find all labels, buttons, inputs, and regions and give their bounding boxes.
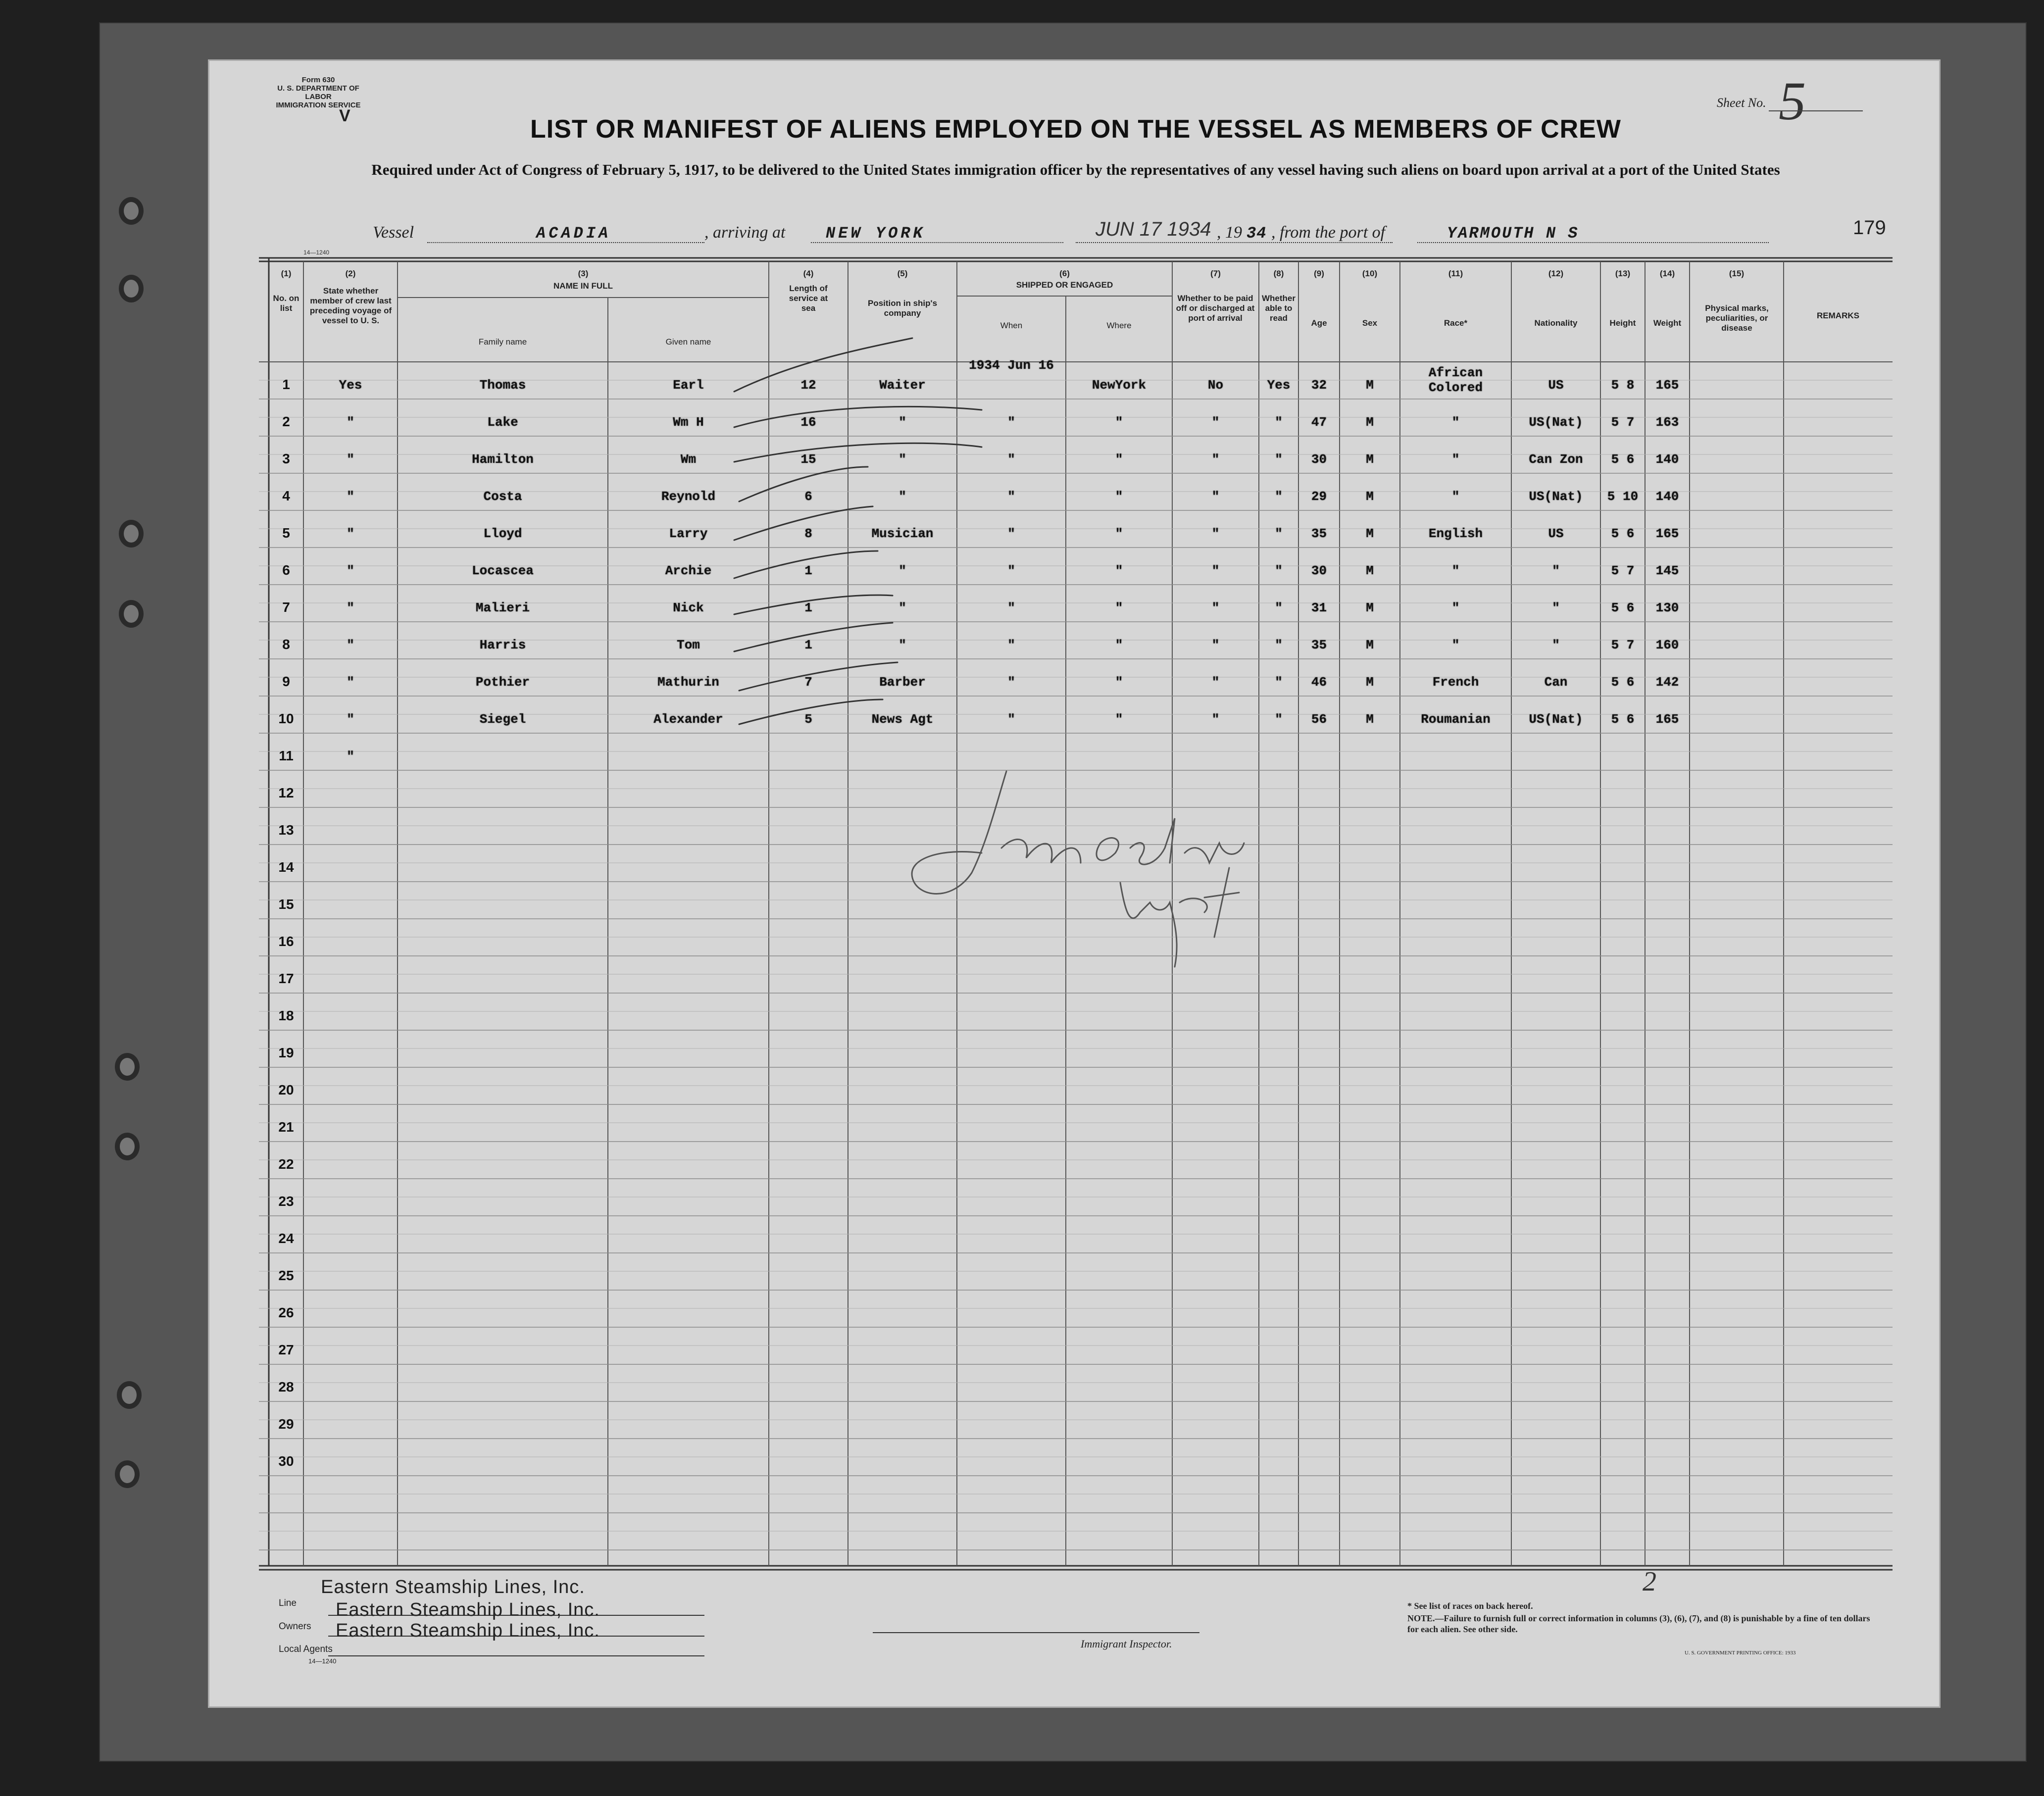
- cell-paid-off: ": [1211, 600, 1220, 615]
- cell-when: ": [1007, 675, 1015, 690]
- vessel-value: ACADIA: [536, 224, 611, 243]
- cell-service: 1: [804, 638, 812, 652]
- row-number: 25: [278, 1268, 294, 1283]
- col-header-previous-voyage: State whether member of crew last preceding voyage of vessel to U. S.: [309, 286, 392, 325]
- cell-weight: 140: [1655, 489, 1679, 504]
- cell-family-name: Lloyd: [483, 526, 522, 541]
- cell-sex: M: [1366, 378, 1374, 393]
- cell-where: ": [1115, 452, 1123, 467]
- cell-able-to-read: ": [1275, 712, 1283, 727]
- cell-when: ": [1007, 638, 1015, 652]
- col-num-9: (9): [1314, 269, 1324, 278]
- row-number: 22: [278, 1156, 294, 1172]
- page-stamp-number: 179: [1853, 217, 1886, 239]
- cell-when: ": [1007, 712, 1015, 727]
- from-port-value: YARMOUTH N S: [1447, 224, 1579, 243]
- printer-imprint: U. S. GOVERNMENT PRINTING OFFICE: 1933: [1685, 1650, 1796, 1656]
- cell-when: ": [1007, 526, 1015, 541]
- col-sub-where: Where: [1106, 321, 1132, 330]
- cell-nationality: Can: [1544, 675, 1568, 690]
- cell-height: 5 6: [1611, 452, 1635, 467]
- cell-height: 5 6: [1611, 600, 1635, 615]
- cell-when: 1934 Jun 16: [969, 358, 1054, 373]
- cell-able-to-read: Yes: [1267, 378, 1291, 393]
- row-number: 7: [282, 599, 290, 615]
- row-number: 19: [278, 1045, 294, 1060]
- col-header-shipped-engaged: SHIPPED OR ENGAGED: [1016, 280, 1113, 290]
- cell-weight: 145: [1655, 563, 1679, 578]
- cell-service: 8: [804, 526, 812, 541]
- cell-paid-off: ": [1211, 638, 1220, 652]
- cell-position: ": [898, 638, 906, 652]
- col-header-paid-off: Whether to be paid off or discharged at port of arrival: [1176, 294, 1255, 323]
- cell-height: 5 6: [1611, 675, 1635, 690]
- col-num-6: (6): [1059, 269, 1070, 278]
- cell-when: ": [1007, 563, 1015, 578]
- cell-paid-off: ": [1211, 712, 1220, 727]
- cell-age: 31: [1311, 600, 1327, 615]
- row-number: 14: [278, 859, 294, 875]
- company-line: Eastern Steamship Lines, Inc.: [321, 1577, 585, 1597]
- cell-race: Roumanian: [1421, 712, 1491, 727]
- cell-previous-voyage: ": [347, 489, 354, 504]
- cell-able-to-read: ": [1275, 526, 1283, 541]
- sheet-number-label: Sheet No.: [1717, 96, 1766, 110]
- cell-family-name: Locascea: [472, 563, 534, 578]
- row-number: 17: [278, 971, 294, 986]
- cell-age: 30: [1311, 452, 1327, 467]
- col-header-race: Race*: [1444, 318, 1468, 328]
- cell-able-to-read: ": [1275, 638, 1283, 652]
- row-number: 8: [282, 637, 290, 652]
- cell-age: 35: [1311, 526, 1327, 541]
- cell-weight: 165: [1655, 526, 1679, 541]
- cell-given-name: Archie: [665, 563, 712, 578]
- row-number: 29: [278, 1416, 294, 1432]
- manifest-sheet: [208, 59, 1941, 1708]
- note-races: * See list of races on back hereof.: [1407, 1601, 1533, 1611]
- cell-race: African Colored: [1428, 365, 1483, 395]
- cell-when: ": [1007, 600, 1015, 615]
- cell-given-name: Reynold: [661, 489, 716, 504]
- arriving-value: NEW YORK: [826, 224, 926, 243]
- cell-previous-voyage: ": [347, 675, 354, 690]
- cell-nationality: ": [1552, 563, 1560, 578]
- local-agents-label: Local Agents: [279, 1644, 333, 1654]
- row-number: 5: [282, 525, 290, 541]
- page-subtitle: Required under Act of Congress of February 5, 1917, to be delivered to the United States immigration officer by the representatives of any vessel having such aliens on board upon arrival at a port of the United States: [371, 161, 1780, 178]
- cell-given-name: Alexander: [653, 712, 723, 727]
- row-number: 15: [278, 897, 294, 912]
- row-number: 27: [278, 1342, 294, 1357]
- cell-nationality: ": [1552, 638, 1560, 652]
- sheet-number-value: 5: [1779, 71, 1806, 131]
- row-number: 23: [278, 1194, 294, 1209]
- year-value: 34: [1246, 224, 1267, 243]
- cell-race: ": [1451, 600, 1460, 615]
- cell-height: 5 6: [1611, 526, 1635, 541]
- cell-paid-off: ": [1211, 489, 1220, 504]
- col-header-sex: Sex: [1362, 318, 1378, 328]
- cell-paid-off: ": [1211, 526, 1220, 541]
- col-header-position: Position in ship's company: [867, 299, 938, 318]
- col-num-10: (10): [1362, 269, 1378, 278]
- cell-height: 5 10: [1607, 489, 1639, 504]
- cell-family-name: Pothier: [475, 675, 530, 690]
- year-prefix: , 19: [1217, 223, 1242, 242]
- cell-race: ": [1451, 415, 1460, 430]
- cell-able-to-read: ": [1275, 489, 1283, 504]
- col-header-weight: Weight: [1653, 318, 1682, 328]
- cell-nationality: US(Nat): [1529, 415, 1583, 430]
- row-number: 10: [278, 711, 294, 726]
- cell-height: 5 7: [1611, 415, 1635, 430]
- cell-position: ": [898, 489, 906, 504]
- row-number: 4: [282, 488, 290, 503]
- cell-previous-voyage: ": [347, 563, 354, 578]
- vessel-label: Vessel: [373, 223, 414, 242]
- binder-ring: [119, 600, 144, 628]
- cell-able-to-read: ": [1275, 600, 1283, 615]
- row-number: 2: [282, 414, 290, 429]
- cell-position: Waiter: [879, 378, 926, 393]
- cell-previous-voyage: ": [347, 749, 354, 764]
- col-sub-when: When: [1000, 321, 1023, 330]
- cell-weight: 142: [1655, 675, 1679, 690]
- cell-where: ": [1115, 638, 1123, 652]
- cell-age: 32: [1311, 378, 1327, 393]
- cell-race: ": [1451, 563, 1460, 578]
- col-header-remarks: REMARKS: [1817, 311, 1859, 320]
- cell-height: 5 8: [1611, 378, 1635, 393]
- cell-sex: M: [1366, 712, 1374, 727]
- cell-race: French: [1432, 675, 1479, 690]
- cell-given-name: Tom: [677, 638, 700, 652]
- cell-where: ": [1115, 712, 1123, 727]
- cell-when: ": [1007, 489, 1015, 504]
- cell-position: News Agt: [871, 712, 934, 727]
- binder-ring: [119, 197, 144, 225]
- cell-race: ": [1451, 452, 1460, 467]
- immigrant-inspector-label: Immigrant Inspector.: [1081, 1638, 1172, 1650]
- cell-age: 56: [1311, 712, 1327, 727]
- form-print-code: 14—1240: [303, 249, 330, 256]
- col-num-11: (11): [1448, 269, 1463, 278]
- cell-sex: M: [1366, 600, 1374, 615]
- cell-service: 12: [800, 378, 816, 393]
- cell-position: ": [898, 600, 906, 615]
- cell-nationality: US: [1548, 526, 1564, 541]
- company-owners: Eastern Steamship Lines, Inc.: [336, 1599, 600, 1620]
- date-stamp: JUN 17 1934: [1096, 218, 1211, 240]
- col-num-4: (4): [803, 269, 814, 278]
- col-num-14: (14): [1659, 269, 1675, 278]
- cell-given-name: Wm: [680, 452, 697, 467]
- col-header-physical-marks: Physical marks, peculiarities, or disease: [1705, 303, 1769, 333]
- cell-race: ": [1451, 489, 1460, 504]
- col-num-5: (5): [897, 269, 908, 278]
- cell-previous-voyage: ": [347, 526, 354, 541]
- cell-previous-voyage: ": [347, 638, 354, 652]
- col-num-12: (12): [1548, 269, 1564, 278]
- page-title: LIST OR MANIFEST OF ALIENS EMPLOYED ON THE VESSEL AS MEMBERS OF CREW: [530, 115, 1621, 144]
- cell-position: ": [898, 415, 906, 430]
- col-num-1: (1): [281, 269, 292, 278]
- row-number: 21: [278, 1119, 294, 1135]
- cell-previous-voyage: ": [347, 712, 354, 727]
- row-number: 26: [278, 1305, 294, 1320]
- row-number: 11: [279, 748, 294, 763]
- cell-nationality: US(Nat): [1529, 489, 1583, 504]
- from-port-label: , from the port of: [1271, 223, 1386, 242]
- row-number: 12: [278, 785, 294, 800]
- cell-when: ": [1007, 452, 1015, 467]
- col-num-3: (3): [578, 269, 589, 278]
- col-num-13: (13): [1615, 269, 1631, 278]
- cell-family-name: Harris: [479, 638, 526, 652]
- col-num-2: (2): [345, 269, 356, 278]
- cell-able-to-read: ": [1275, 675, 1283, 690]
- cell-given-name: Wm H: [673, 415, 704, 430]
- cell-age: 35: [1311, 638, 1327, 652]
- cell-service: 5: [804, 712, 812, 727]
- cell-service: 15: [800, 452, 816, 467]
- cell-nationality: US(Nat): [1529, 712, 1583, 727]
- cell-previous-voyage: ": [347, 600, 354, 615]
- cell-paid-off: ": [1211, 563, 1220, 578]
- cell-age: 30: [1311, 563, 1327, 578]
- arriving-label: , arriving at: [704, 223, 786, 242]
- col-header-height: Height: [1609, 318, 1636, 328]
- row-number: 6: [282, 562, 290, 578]
- row-number: 18: [278, 1008, 294, 1023]
- cell-given-name: Nick: [673, 600, 704, 615]
- binder-ring: [115, 1053, 140, 1081]
- col-header-no-on-list: No. on list: [273, 294, 299, 313]
- cell-family-name: Malieri: [475, 600, 530, 615]
- col-num-7: (7): [1210, 269, 1221, 278]
- col-num-15: (15): [1729, 269, 1745, 278]
- col-header-length-of-service: Length of service at sea: [789, 284, 828, 313]
- cell-weight: 140: [1655, 452, 1679, 467]
- row-number: 9: [282, 674, 290, 689]
- cell-weight: 165: [1655, 712, 1679, 727]
- cell-position: Barber: [879, 675, 926, 690]
- cell-given-name: Larry: [669, 526, 708, 541]
- cell-age: 47: [1311, 415, 1327, 430]
- cell-sex: M: [1366, 563, 1374, 578]
- cell-where: ": [1115, 563, 1123, 578]
- cell-age: 46: [1311, 675, 1327, 690]
- cell-where: ": [1115, 600, 1123, 615]
- cell-where: ": [1115, 489, 1123, 504]
- col-header-name: NAME IN FULL: [553, 281, 613, 291]
- row-number: 20: [278, 1082, 294, 1098]
- cell-weight: 160: [1655, 638, 1679, 652]
- cell-service: 7: [804, 675, 812, 690]
- row-number: 16: [278, 934, 294, 949]
- cell-paid-off: ": [1211, 415, 1220, 430]
- cell-where: NewYork: [1092, 378, 1147, 393]
- cell-given-name: Earl: [673, 378, 704, 393]
- cell-nationality: US: [1548, 378, 1564, 393]
- cell-able-to-read: ": [1275, 452, 1283, 467]
- cell-previous-voyage: Yes: [339, 378, 362, 393]
- cell-height: 5 7: [1611, 563, 1635, 578]
- form-mark: V: [339, 106, 350, 125]
- cell-family-name: Thomas: [479, 378, 526, 393]
- binder-ring: [115, 1133, 140, 1160]
- cell-where: ": [1115, 526, 1123, 541]
- note-failure-penalty: NOTE.—Failure to furnish full or correct information in columns (3), (6), (7), and (8) is punishable by a fine of ten dollars for each alien. See other side.: [1407, 1613, 1870, 1634]
- cell-family-name: Hamilton: [472, 452, 534, 467]
- binder-ring: [117, 1381, 142, 1409]
- cell-weight: 165: [1655, 378, 1679, 393]
- col-header-able-to-read: Whether able to read: [1262, 294, 1296, 323]
- footer-print-code: 14—1240: [308, 1657, 337, 1665]
- cell-sex: M: [1366, 415, 1374, 430]
- cell-nationality: Can Zon: [1529, 452, 1583, 467]
- row-number: 13: [278, 822, 294, 838]
- binder-ring: [119, 275, 144, 302]
- cell-race: ": [1451, 638, 1460, 652]
- cell-height: 5 7: [1611, 638, 1635, 652]
- cell-previous-voyage: ": [347, 415, 354, 430]
- col-header-age: Age: [1311, 318, 1327, 328]
- line-label: Line: [279, 1598, 297, 1608]
- cell-sex: M: [1366, 675, 1374, 690]
- cell-family-name: Costa: [483, 489, 522, 504]
- binder-ring: [115, 1460, 140, 1488]
- cell-where: ": [1115, 675, 1123, 690]
- form-number: Form 630: [301, 76, 335, 84]
- cell-position: Musician: [871, 526, 934, 541]
- cell-position: ": [898, 563, 906, 578]
- form-department: U. S. DEPARTMENT OF LABOR: [277, 84, 359, 101]
- cell-paid-off: ": [1211, 452, 1220, 467]
- cell-where: ": [1115, 415, 1123, 430]
- col-header-nationality: Nationality: [1534, 318, 1578, 328]
- form-service: IMMIGRATION SERVICE: [276, 101, 361, 109]
- handwritten-count: 2: [1643, 1566, 1656, 1597]
- owners-label: Owners: [279, 1621, 311, 1632]
- company-agents: Eastern Steamship Lines, Inc.: [336, 1620, 600, 1641]
- cell-paid-off: No: [1207, 378, 1224, 393]
- cell-nationality: ": [1552, 600, 1560, 615]
- cell-height: 5 6: [1611, 712, 1635, 727]
- cell-sex: M: [1366, 489, 1374, 504]
- cell-able-to-read: ": [1275, 563, 1283, 578]
- cell-paid-off: ": [1211, 675, 1220, 690]
- cell-sex: M: [1366, 452, 1374, 467]
- cell-service: 6: [804, 489, 812, 504]
- cell-weight: 163: [1655, 415, 1679, 430]
- row-number: 24: [278, 1231, 294, 1246]
- col-sub-given-name: Given name: [665, 337, 711, 347]
- row-number: 28: [278, 1379, 294, 1395]
- cell-service: 16: [800, 415, 816, 430]
- cell-service: 1: [804, 563, 812, 578]
- cell-position: ": [898, 452, 906, 467]
- row-number: 1: [282, 377, 290, 392]
- cell-race: English: [1428, 526, 1483, 541]
- col-sub-family-name: Family name: [478, 337, 527, 347]
- cell-when: ": [1007, 415, 1015, 430]
- row-number: 30: [278, 1453, 294, 1469]
- cell-service: 1: [804, 600, 812, 615]
- binder-ring: [119, 520, 144, 548]
- cell-weight: 130: [1655, 600, 1679, 615]
- cell-age: 29: [1311, 489, 1327, 504]
- cell-previous-voyage: ": [347, 452, 354, 467]
- cell-sex: M: [1366, 638, 1374, 652]
- cell-family-name: Lake: [487, 415, 518, 430]
- cell-sex: M: [1366, 526, 1374, 541]
- cell-given-name: Mathurin: [657, 675, 719, 690]
- cell-family-name: Siegel: [479, 712, 526, 727]
- col-num-8: (8): [1273, 269, 1284, 278]
- cell-able-to-read: ": [1275, 415, 1283, 430]
- row-number: 3: [282, 451, 290, 466]
